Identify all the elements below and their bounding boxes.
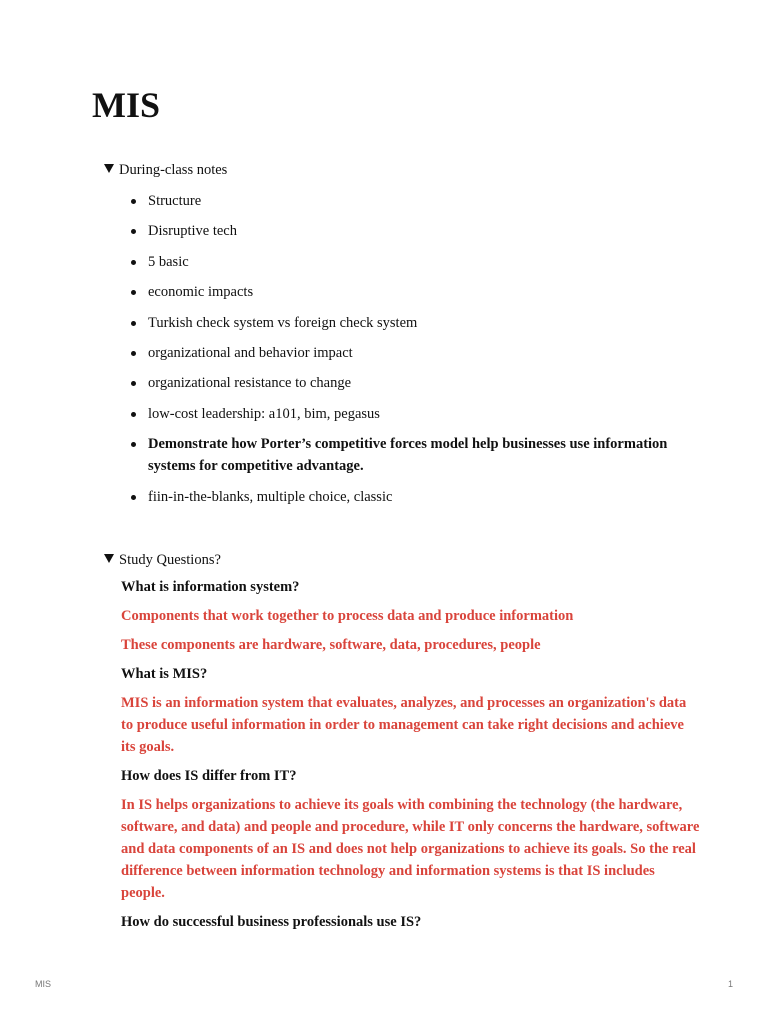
note-text: organizational resistance to change [148,375,352,392]
bullet-dot-icon [131,381,136,386]
note-text: 5 basic [148,253,189,270]
study-question: How do successful business professionals use IS? [121,914,422,930]
bullet-dot-icon [131,412,136,417]
bullet-dot-icon [131,351,136,356]
bullet-dot-icon [131,442,136,447]
note-text: fiin-in-the-blanks, multiple choice, classic [148,488,393,505]
note-bullet-item [130,403,690,425]
toggle-study-questions[interactable] [104,550,221,570]
note-bullet-item [130,190,690,212]
triangle-down-icon[interactable] [104,554,114,563]
triangle-down-icon[interactable] [104,164,114,173]
notes-list [130,190,690,516]
note-bullet-item [130,342,690,364]
study-question: What is MIS? [121,666,208,682]
bullet-dot-icon [131,290,136,295]
footer-doc-name: MIS [35,979,52,989]
toggle-label: During-class notes [119,162,228,178]
study-question: What is information system? [121,579,300,595]
footer-page-number: 1 [727,979,733,989]
bullet-dot-icon [131,495,136,500]
bullet-dot-icon [131,321,136,326]
note-bullet-item [130,312,690,334]
note-bullet-item [130,251,690,273]
note-bullet-item [130,220,690,242]
note-bullet-item [130,281,690,303]
study-question: How does IS differ from IT? [121,768,297,784]
study-answer: These components are hardware, software, data, procedures, people [121,637,541,653]
study-answer: In IS helps organizations to achieve its goals with combining the technology (the hardware, software, and data) and people and procedure, while IT only concerns the hardware, software and data components of an IS and does not help organizations to achieve its goals. So the real difference between information technology and information systems is that IS includes people. [121,797,700,901]
bullet-dot-icon [131,229,136,234]
study-answer: Components that work together to process data and produce information [121,608,574,624]
note-text: Structure [148,193,202,209]
bullet-dot-icon [131,260,136,265]
page-title: MIS [92,85,161,125]
note-text: low-cost leadership: a101, bim, pegasus [148,405,380,422]
note-text: organizational and behavior impact [148,344,353,361]
note-text: Demonstrate how Porter’s competitive forces model help businesses use information systems for competitive advantage. [148,436,668,475]
study-questions-block [121,576,701,933]
note-bullet-item [130,372,690,394]
note-text: Disruptive tech [148,223,237,240]
note-text: Turkish check system vs foreign check system [148,314,418,331]
note-text: economic impacts [148,284,254,301]
note-bullet-item [130,433,690,477]
toggle-label: Study Questions? [119,552,221,568]
bullet-dot-icon [131,199,136,204]
study-answer: MIS is an information system that evaluates, analyzes, and processes an organization's data to produce useful information in order to management can take right decisions and achieve its goals. [121,695,687,755]
note-bullet-item [130,486,690,508]
toggle-during-class-notes[interactable] [104,160,227,180]
